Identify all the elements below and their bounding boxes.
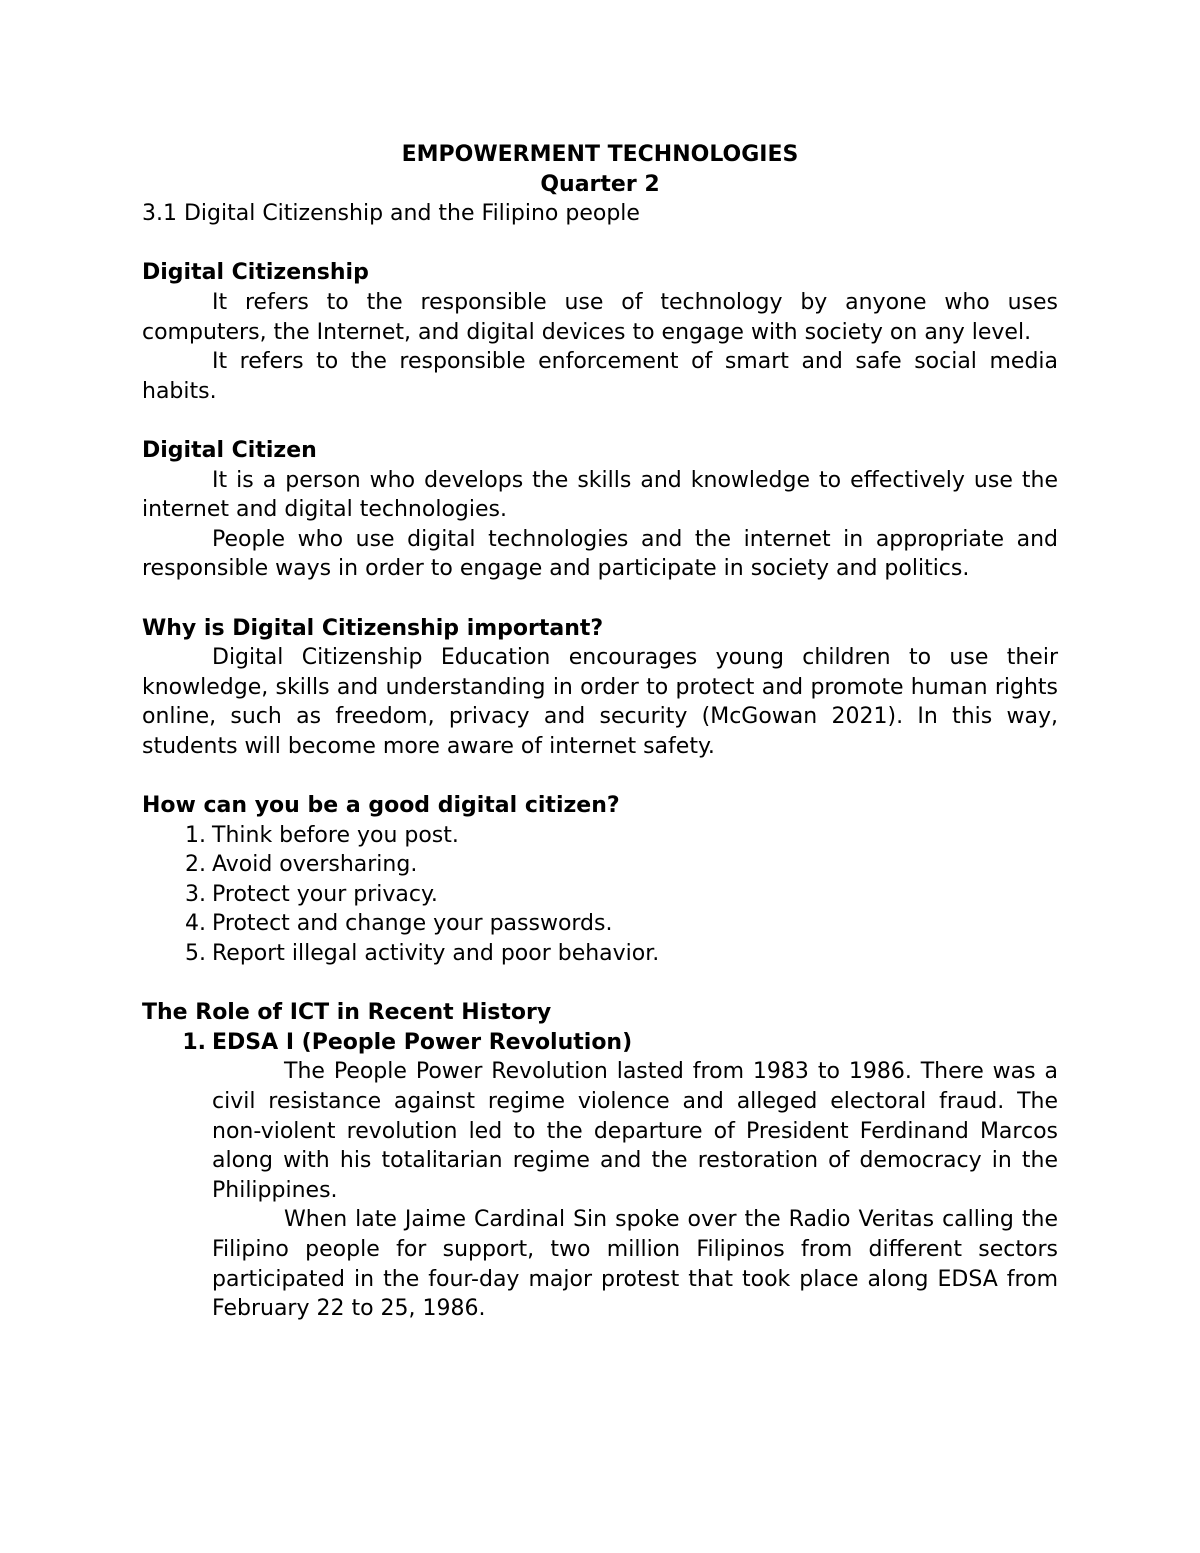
spacer: [142, 761, 1058, 791]
importance-heading: Why is Digital Citizenship important?: [142, 615, 604, 641]
edsa-para-1: The People Power Revolution lasted from 1983 to 1986. There was a civil resistance against regime violence and alleged electoral fraud. The non-violent revolution led to the departure of President Ferdinand Marcos along with his totalitarian regime and the restoration of democracy in the Philippines.: [212, 1059, 1058, 1203]
spacer: [142, 969, 1058, 999]
edsa-section: [142, 1028, 1058, 1324]
edsa-para-2: When late Jaime Cardinal Sin spoke over the Radio Veritas calling the Filipino people for support, two million Filipinos from different sectors participated in the four-day major protest that took place along EDSA from February 22 to 25, 1986.: [212, 1207, 1058, 1322]
good-citizen-list: [142, 821, 1058, 969]
digital-citizen-para-2: People who use digital technologies and the internet in appropriate and responsible ways in order to engage and participate in society and politics.: [142, 526, 1058, 582]
topic-line: 3.1 Digital Citizenship and the Filipino people: [142, 201, 640, 227]
list-item-number: 4.: [185, 911, 206, 937]
spacer: [142, 584, 1058, 614]
digital-citizenship-para-2: It refers to the responsible enforcement of smart and safe social media habits.: [142, 349, 1058, 404]
edsa-number: 1.: [182, 1029, 206, 1055]
list-item-text: Think before you post.: [212, 822, 459, 848]
digital-citizenship-para-1: It refers to the responsible use of technology by anyone who uses computers, the Internet, and digital devices to engage with society on any level.: [142, 289, 1058, 345]
list-item: [185, 909, 1058, 939]
list-item-number: 3.: [185, 881, 206, 907]
list-item-text: Protect and change your passwords.: [212, 911, 613, 937]
list-item: [185, 850, 1058, 880]
edsa-heading: [182, 1028, 1058, 1058]
list-item-number: 5.: [185, 941, 206, 967]
quarter-label: Quarter 2: [540, 171, 660, 197]
spacer: [142, 406, 1058, 436]
ict-role-heading: The Role of ICT in Recent History: [142, 1000, 552, 1026]
importance-para: Digital Citizenship Education encourages young children to use their knowledge, skills and understanding in order to protect and promote human rights online, such as freedom, privacy and security (McGowan 2021). In this way, students will become more aware of internet safety.: [142, 645, 1058, 759]
digital-citizen-para-1: It is a person who develops the skills and knowledge to effectively use the internet and digital technologies.: [142, 467, 1058, 523]
list-item: [185, 939, 1058, 969]
digital-citizen-heading: Digital Citizen: [142, 437, 317, 463]
document-page: [142, 140, 1058, 1324]
list-item-number: 1.: [185, 822, 206, 848]
spacer: [142, 229, 1058, 259]
list-item-number: 2.: [185, 852, 206, 878]
list-item-text: Avoid oversharing.: [212, 852, 418, 878]
list-item: [185, 821, 1058, 851]
list-item-text: Report illegal activity and poor behavior.: [212, 941, 660, 967]
digital-citizenship-heading: Digital Citizenship: [142, 260, 369, 286]
edsa-title: EDSA I (People Power Revolution): [212, 1029, 633, 1055]
document-title: EMPOWERMENT TECHNOLOGIES: [401, 142, 799, 167]
list-item: [185, 880, 1058, 910]
list-item-text: Protect your privacy.: [212, 881, 438, 907]
good-citizen-heading: How can you be a good digital citizen?: [142, 793, 620, 819]
